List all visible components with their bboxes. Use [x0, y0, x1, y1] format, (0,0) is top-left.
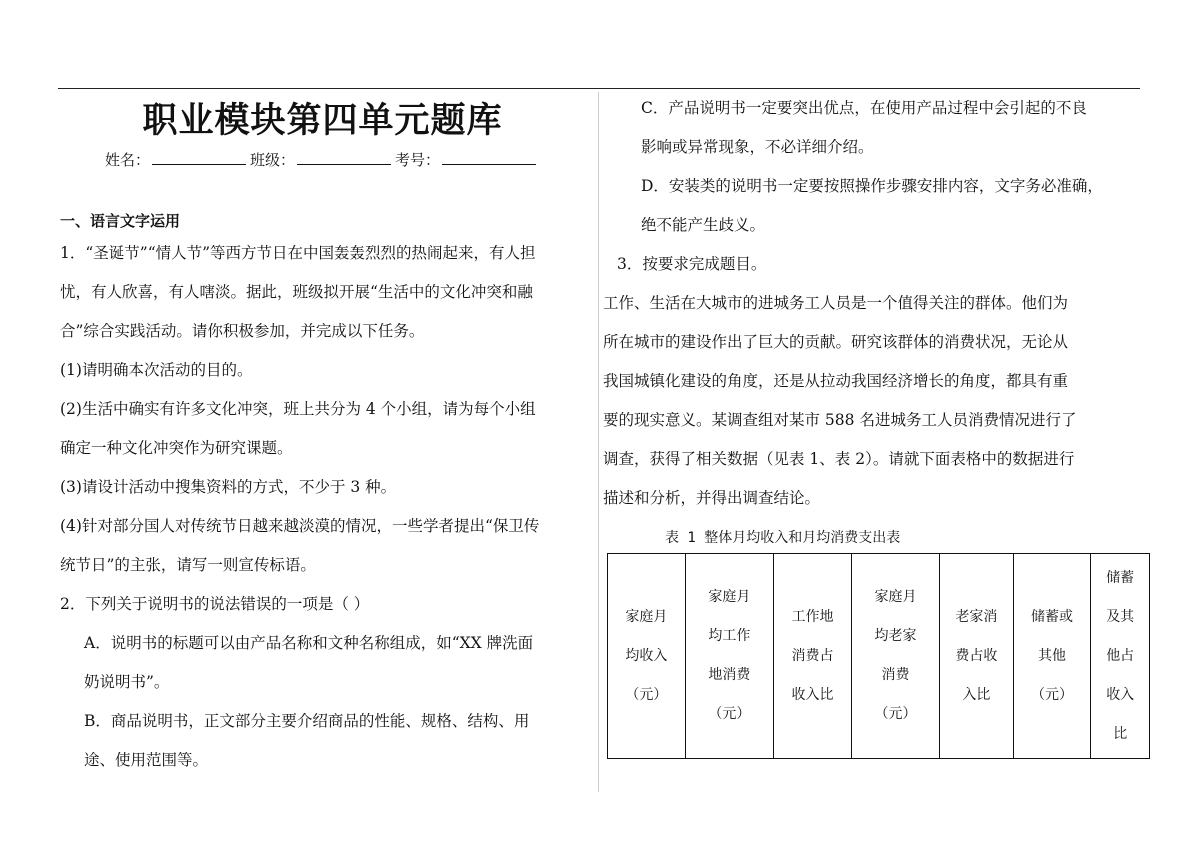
question-2	[60, 585, 585, 780]
q3-paragraph-line: 所在城市的建设作出了巨大的贡献。研究该群体的消费状况，无论从	[603, 333, 1069, 351]
q3-paragraph-line: 工作、生活在大城市的进城务工人员是一个值得关注的群体。他们为	[603, 294, 1069, 312]
col-header-hometown-ratio: 老家消 费占收 入比	[940, 554, 1013, 759]
col-header-savings: 储蓄或 其他 （元）	[1013, 554, 1091, 759]
question-1	[60, 234, 585, 585]
q3-paragraph-line: 我国城镇化建设的角度，还是从拉动我国经济增长的角度，都具有重	[603, 372, 1069, 390]
question-3	[603, 245, 1142, 518]
q2-option-c-cont: 影响或异常现象，不必详细介绍。	[641, 138, 874, 156]
exam-no-blank[interactable]	[442, 150, 536, 165]
q3-paragraph-line: 要的现实意义。某调查组对某市 588 名进城务工人员消费情况进行了	[603, 411, 1077, 429]
q2-option-b: B．商品说明书，正文部分主要介绍商品的性能、规格、结构、用	[84, 712, 530, 730]
col-header-work-consumption: 家庭月 均工作 地消费 （元）	[685, 554, 773, 759]
q2-option-d-cont: 绝不能产生歧义。	[641, 216, 766, 234]
q1-line: 1．“圣诞节”“情人节”等西方节日在中国轰轰烈烈的热闹起来，有人担	[60, 244, 536, 262]
col-header-hometown-consumption: 家庭月 均老家 消费 （元）	[851, 554, 939, 759]
q3-paragraph-line: 描述和分析，并得出调查结论。	[603, 489, 821, 507]
class-label: 班级：	[249, 151, 295, 169]
table-header-row	[608, 554, 1150, 759]
q1-task-2-cont: 确定一种文化冲突作为研究课题。	[60, 439, 293, 457]
q2-option-d: D．安装类的说明书一定要按照操作步骤安排内容，文字务必准确，	[641, 177, 1103, 195]
class-blank[interactable]	[297, 150, 391, 165]
income-expense-table	[607, 553, 1150, 759]
q2-option-b-cont: 途、使用范围等。	[84, 751, 209, 769]
column-divider	[598, 92, 599, 792]
q1-task-1: (1)请明确本次活动的目的。	[60, 361, 253, 379]
question-2-continued	[617, 89, 1142, 245]
col-header-work-ratio: 工作地 消费占 收入比	[774, 554, 852, 759]
q3-paragraph-line: 调查，获得了相关数据（见表 1、表 2）。请就下面表格中的数据进行	[603, 450, 1075, 468]
q2-option-a: A．说明书的标题可以由产品名称和文种名称组成，如“XX 牌洗面	[84, 634, 534, 652]
q3-stem: 3．按要求完成题目。	[617, 255, 767, 273]
q1-line: 合”综合实践活动。请你积极参加，并完成以下任务。	[60, 322, 425, 340]
right-column	[603, 92, 1142, 556]
q1-line: 忧，有人欣喜，有人嗐淡。据此，班级拟开展“生活中的文化冲突和融	[60, 283, 533, 301]
student-info-line	[60, 148, 585, 172]
table-caption: 表 1 整体月均收入和月均消费支出表	[665, 530, 901, 546]
name-blank[interactable]	[152, 150, 246, 165]
col-header-family-income: 家庭月 均收入 （元）	[608, 554, 686, 759]
document-title: 职业模块第四单元题库	[142, 101, 503, 141]
q2-stem: 2．下列关于说明书的说法错误的一项是（ ）	[60, 595, 370, 613]
q2-option-a-cont: 奶说明书”。	[84, 673, 170, 691]
q1-task-4-cont: 统节日”的主张，请写一则宣传标语。	[60, 556, 316, 574]
q1-task-3: (3)请设计活动中搜集资料的方式，不少于 3 种。	[60, 478, 397, 496]
left-column	[60, 92, 585, 780]
name-label: 姓名：	[104, 151, 150, 169]
q2-option-c: C．产品说明书一定要突出优点，在使用产品过程中会引起的不良	[641, 99, 1087, 117]
q1-task-2: (2)生活中确实有许多文化冲突，班上共分为 4 个小组，请为每个小组	[60, 400, 536, 418]
q1-task-4: (4)针对部分国人对传统节日越来越淡漠的情况，一些学者提出“保卫传	[60, 517, 540, 535]
exam-no-label: 考号：	[395, 151, 441, 169]
section-heading: 一、语言文字运用	[60, 212, 181, 230]
col-header-savings-ratio: 储蓄 及其 他占 收入 比	[1091, 554, 1150, 759]
